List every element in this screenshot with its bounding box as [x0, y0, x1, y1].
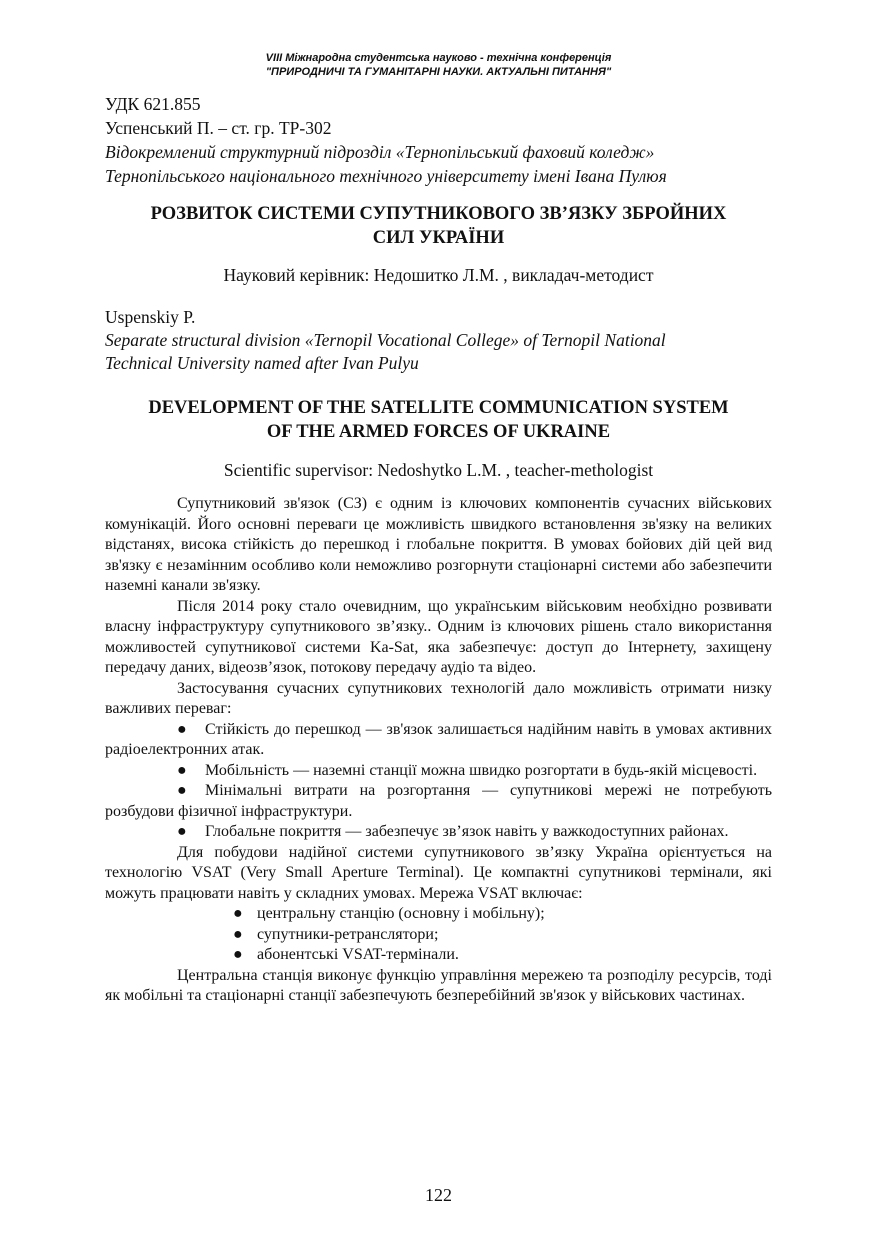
- author-ua: Успенський П. – ст. гр. ТР-302: [105, 118, 332, 138]
- title-en-line2: OF THE ARMED FORCES OF UKRAINE: [266, 422, 611, 442]
- advantage-item-1: ● Стійкість до перешкод — зв'язок залишається надійним навіть в умовах активних радіоелектронних атак.: [105, 720, 772, 758]
- title-ua-line2: СИЛ УКРАЇНИ: [372, 228, 505, 248]
- bullet-icon: ●: [177, 823, 187, 840]
- advantage-item-4: ● Глобальне покриття — забезпечує зв’язок навіть у важкодоступних районах.: [105, 822, 772, 843]
- paragraph-4: Для побудови надійної системи супутникового зв’язку Україна орієнтується на технологію VSAT (Very Small Aperture Terminal). Це компактні супутникові термінали, які можуть працювати навіть у складних умовах. Мережа VSAT включає:: [105, 843, 772, 902]
- vsat-item-1: ● центральну станцію (основну і мобільну);: [105, 904, 772, 925]
- title-ua-line1: РОЗВИТОК СИСТЕМИ СУПУТНИКОВОГО ЗВ’ЯЗКУ ЗБРОЙНИХ: [150, 204, 727, 224]
- paragraph-3: Застосування сучасних супутникових технологій дало можливість отримати низку важливих переваг:: [105, 679, 772, 717]
- affiliation-en-line2: Technical University named after Ivan Pulyu: [105, 353, 419, 373]
- paragraph-2: Після 2014 року стало очевидним, що українським військовим необхідно розвивати власну інфраструктуру супутникового зв’язку.. Одним із ключових рішень стало використання можливостей супутникової системи Ka-Sat, яка забезпечує: доступ до Інтернету, захищену передачу даних, відеозв’язок, потокову передачу аудіо та відео.: [105, 597, 772, 676]
- bullet-icon: ●: [233, 925, 243, 943]
- affiliation-ua-line1: Відокремлений структурний підрозділ «Тернопільський фаховий коледж»: [105, 142, 655, 162]
- vsat-item-2: ● супутники-ретранслятори;: [105, 925, 772, 946]
- supervisor-ua: Науковий керівник: Недошитко Л.М. , викладач-методист: [223, 265, 654, 285]
- page-number: 122: [425, 1185, 452, 1205]
- advantage-item-2: ● Мобільність — наземні станції можна швидко розгортати в будь-якій місцевості.: [105, 761, 772, 782]
- bullet-icon: ●: [177, 761, 187, 779]
- affiliation-ua-line2: Тернопільського національного технічного університету імені Івана Пулюя: [105, 166, 667, 186]
- title-en-line1: DEVELOPMENT OF THE SATELLITE COMMUNICATION SYSTEM: [148, 398, 729, 418]
- supervisor-en: Scientific supervisor: Nedoshytko L.M. , teacher-methologist: [223, 460, 654, 480]
- affiliation-en-line1: Separate structural division «Ternopil Vocational College» of Ternopil National: [105, 330, 666, 350]
- bullet-icon: ●: [233, 946, 243, 963]
- article-body: [105, 494, 772, 1007]
- bullet-icon: ●: [177, 782, 187, 799]
- conference-header-line1: VIII Міжнародна студентська науково - технічна конференція: [265, 52, 612, 64]
- vsat-item-3: ● абонентські VSAT-термінали.: [105, 945, 772, 966]
- udc-code: УДК 621.855: [105, 94, 201, 114]
- paragraph-1: Супутниковий зв'язок (СЗ) є одним із ключових компонентів сучасних військових комунікацій. Його основні переваги це можливість швидкого встановлення зв'язку на великих відстанях, висока стійкість до перешкод і глобальне покриття. В умовах бойових дій цей вид зв'язку є незамінним особливо коли неможливо розгорнути стаціонарні системи або забезпечити наземні канали зв'язку.: [105, 495, 772, 594]
- conference-header-line2: "ПРИРОДНИЧІ ТА ГУМАНІТАРНІ НАУКИ. АКТУАЛЬНІ ПИТАННЯ": [265, 66, 612, 78]
- paragraph-5: Центральна станція виконує функцію управління мережею та розподілу ресурсів, тоді як мобільні та стаціонарні станції забезпечують безперебійний зв'язок у військових частинах.: [105, 966, 772, 1004]
- advantage-item-3: ● Мінімальні витрати на розгортання — супутникові мережі не потребують розбудови фізичної інфраструктури.: [105, 782, 772, 820]
- author-en: Uspenskiy P.: [105, 307, 196, 327]
- bullet-icon: ●: [177, 720, 187, 738]
- bullet-icon: ●: [233, 905, 243, 922]
